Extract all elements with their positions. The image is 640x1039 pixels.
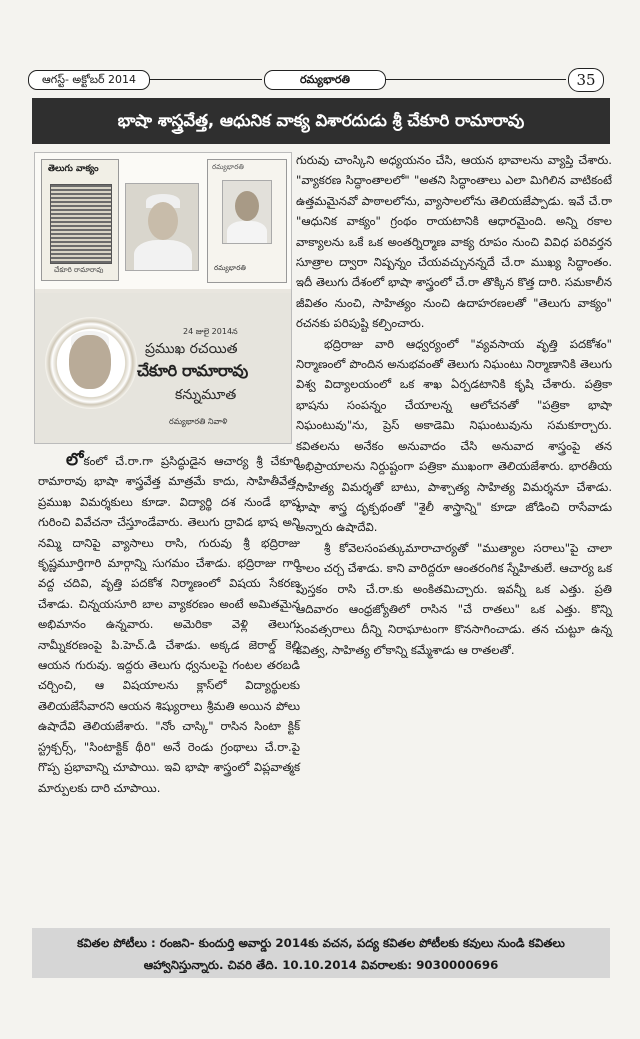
photo-top-panel (35, 153, 291, 289)
portrait-face (148, 202, 178, 240)
tribute-line-3: కన్నుమూత (175, 387, 237, 403)
page-header (28, 68, 614, 92)
photo-bottom-panel (35, 293, 291, 443)
tribute-line-1: ప్రముఖ రచయిత (145, 341, 238, 357)
portrait-shirt (134, 240, 192, 271)
tribute-line-2: చేకూరి రామారావు (137, 361, 248, 380)
article-right-column (296, 150, 612, 660)
poster-face (235, 191, 259, 221)
paragraph (38, 450, 300, 798)
header-rule (386, 79, 566, 80)
page-number: 35 (568, 68, 604, 92)
magazine-name: రమ్యభారతి (264, 70, 386, 90)
tribute-face (69, 335, 111, 389)
poster-caption: రమ్యభారతి (214, 264, 246, 272)
paragraph: గురువు చాంస్కిని అధ్యయనం చేసి, ఆయన భావాలను వ్యాప్తి చేశారు. "వ్యాకరణ సిద్ధాంతాలలో" "అతని సిద్ధాంతాలు ఎలా మిగిలిన వాటికంటే ఉత్తమమైనవో పాఠాలలోను, వ్యాసాలలోను తెలియజేప్పాడు. ఇవే చే.రా "ఆధునిక వాక్యం" గ్రంథం రాయటానికి ఆధారమైంది. అన్ని రకాల వాక్యాలను ఒకే ఒక అంతర్నిర్మాణ వాక్య రూపం నుంచి వివిధ పరివర్తన సూత్రాల ద్వారా నిష్పన్నం చేయవచ్చునన్నదే చే.రా ముఖ్య సిద్ధాంతం. ఇదీ తెలుగు దేశంలో భాషా శాస్త్రంలో చే.రా తొక్కిన కొత్త దారి. సమకాలీన జీవితం నుంచి, సాహిత్యం నుంచి ఉదాహరణలతో "తెలుగు వాక్యం" రచనకు పరిపుష్టి కల్పించారు. (296, 153, 612, 331)
book-author: చేకూరి రామారావు (54, 266, 104, 274)
book-title: తెలుగు వాక్యం (48, 164, 99, 174)
book-cover-art (50, 184, 112, 264)
paragraph-text: కంలో చే.రా.గా ప్రసిద్ధుడైన ఆచార్య శ్రీ చేకూరి రామారావు భాషా శాస్త్రవేత్త మాత్రమే కాదు, సాహితీవేత్త, ప్రముఖ విమర్శకులు కూడా. విద్యార్థి దశ నుండే భాష గురించి వివేచనా చేస్తూండేవారు. తెలుగు ద్రావిడ భాష అని నమ్మి దానిపై వ్యాసాలు రాసి, గురువు శ్రీ భద్రిరాజు కృష్ణమూర్తిగారి మార్గాన్ని సుగమం చేశాడు. భద్రిరాజు గారి వద్ద చదివి, వృత్తి పదకోశ నిర్మాణంలో విషయ సేకరణ చేశాడు. చిన్నయసూరి బాల వ్యాకరణం అంటే అమితమైన అభిమానం ఉన్నవారు. అమెరికా వెళ్లి తెలుగు నామ్నీకరణంపై పి.హెచ్.డి చేశాడు. అక్కడ జెరాల్డ్ కెల్లి ఆయన గురువు. ఇద్దరు తెలుగు ధ్వనులపై గంటల తరబడి చర్చించి, ఆ విషయాలను క్లాస్‌లో విద్యార్థులకు తెలియజేసేవారని ఆయన శిష్యురాలు శ్రీమతి అయిన పోలు ఉషాదేవి తెలియజేశారు. "నోం చాస్కి" రాసిన సింటా క్టిక్ స్ట్రక్చర్స్, "సింటాక్టిక్ థీరి" అనే రెండు గ్రంథాలు చే.రా.పై గొప్ప ప్రభావాన్ని చూపాయి. ఇవి భాషా శాస్త్రంలో విప్లవాత్మక మార్పులకు దారి చూపాయి. (38, 454, 300, 795)
book-cover (41, 159, 119, 281)
poster-title: రమ్యభారతి (212, 163, 244, 171)
tribute-signature: రమ్యభారతి నివాళి (169, 417, 228, 426)
article-left-column (38, 450, 300, 798)
paragraph: శ్రీ కోవెలసంపత్కుమారాచార్యతో "ముత్యాల సరాలు"పై చాలా కాలం చర్చ చేశాడు. కాని వారిద్దరూ ఆంతరంగిక స్నేహితులే. ఆచార్య ఒక పుస్తకం రాసి చే.రా.కు అంకితమిచ్చారు. ఇవన్నీ ఒక ఎత్తు. ప్రతి ఆదివారం ఆంధ్రజ్యోతిలో రాసిన "చే రాతలు" ఒక ఎత్తు. కొన్ని సంవత్సరాలు దీన్ని నిరాఘాటంగా కొనసాగించాడు. తన చుట్టూ ఉన్న కవిత్వ, సాహిత్య లోకాన్ని కమ్మేశాడు ఆ రాతలతో. (296, 540, 612, 657)
paragraph: భద్రిరాజు వారి ఆధ్వర్యంలో "వ్యవసాయ వృత్తి పదకోశం" నిర్మాణంలో పొందిన అనుభవంతో తెలుగు నిఘంటు నిర్మాణానికి తెలుగు విశ్వ విద్యాలయంలో ఒక శాఖ ఏర్పడటానికి కృషి చేశారు. పత్రికా భాషను సంపన్నం చేయాలన్న ఆలోచనతో "పత్రికా భాషా నిఘంటువు"ను, ప్రెస్ అకాడెమి నిఘంటువును సమకూర్చారు. కవితలను అనేకం అనువాదం చేసి అనువాద శాస్త్రంపై తన అభిప్రాయాలను నిర్దుష్టంగా పత్రికా ముఖంగా తెలియజేశారు. భారతీయ సాహిత్య విమర్శతో బాటు, పాశ్చాత్య సాహిత్య విమర్శనూ చేశాడు. భాషా శాస్త్ర దృక్పథంతో "శైలీ శాస్త్రాన్ని" కూడా జోడించి రాసేవాడు అన్నారు ఉషాదేవి. (296, 336, 612, 535)
magazine-page (28, 68, 614, 998)
poster-shirt (227, 221, 267, 244)
article-title: భాషా శాస్త్రవేత్త, ఆధునిక వాక్య విశారదుడు శ్రీ చేకూరి రామారావు (32, 98, 610, 144)
tribute-date: 24 జులై 2014న (183, 327, 238, 336)
competition-notice: కవితల పోటీలు : రంజని- కుందుర్తి అవార్డు 2014కు వచన, పద్య కవితల పోటీలకు కవులు నుండి కవితలు ఆహ్వానిస్తున్నారు. చివరి తేది. 10.10.2014 వివరాలకు: 9030000696 (32, 928, 610, 978)
author-portrait (125, 183, 199, 271)
issue-date: ఆగస్ట్- అక్టోబర్ 2014 (28, 70, 150, 90)
tribute-poster (207, 159, 287, 283)
drop-cap: లో (66, 450, 84, 470)
poster-portrait (222, 180, 272, 244)
article-photo-collage (34, 152, 292, 444)
header-rule (150, 79, 262, 80)
